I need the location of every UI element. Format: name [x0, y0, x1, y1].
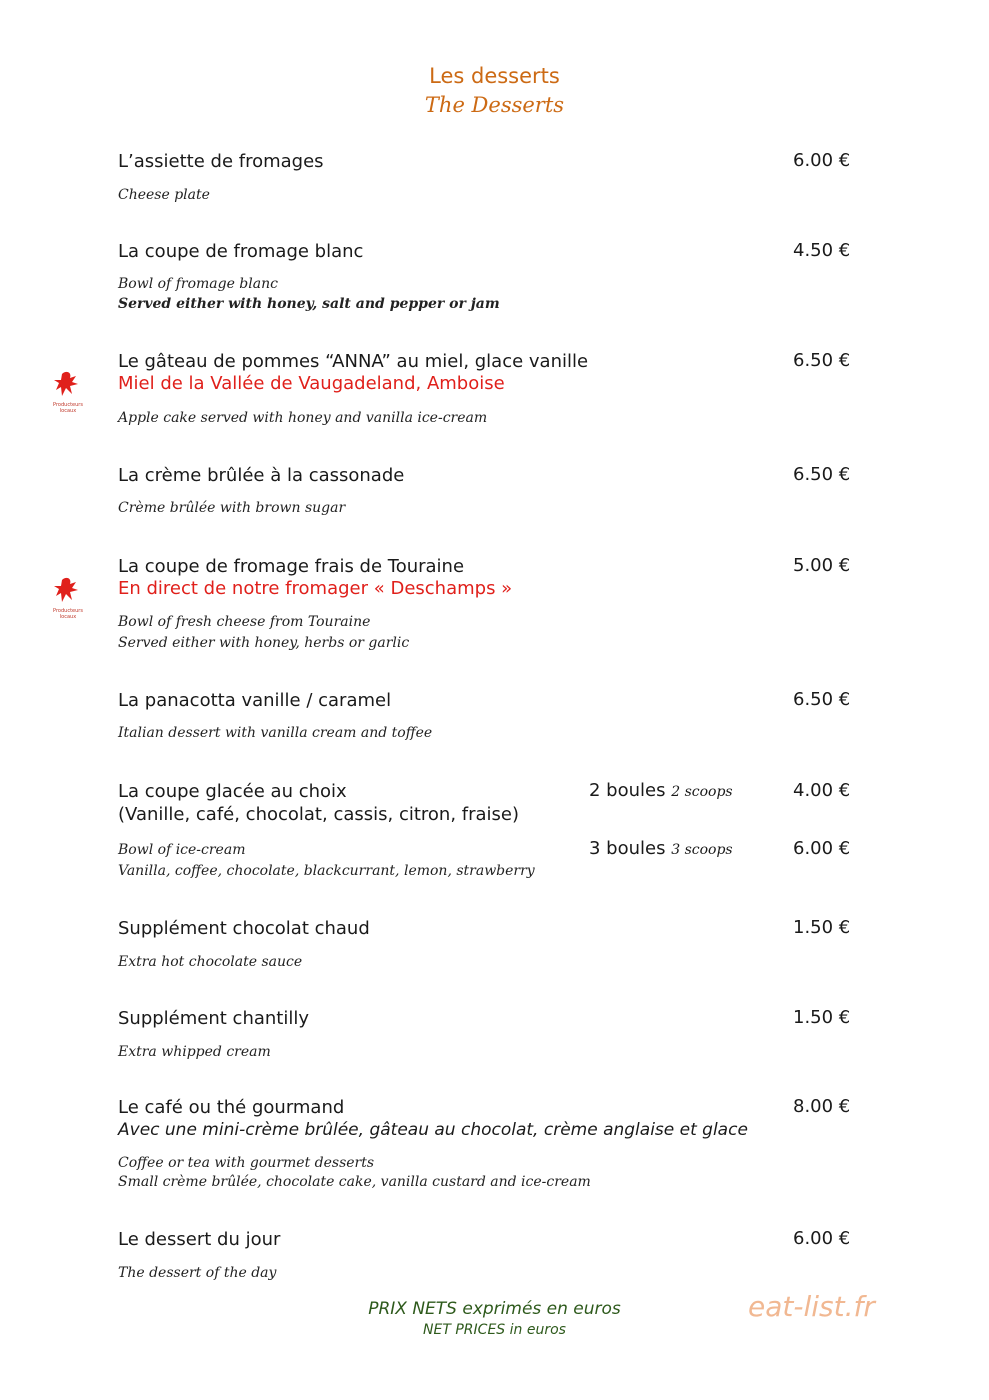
local-producer-icon [48, 370, 88, 400]
item-price: 6.00 € [793, 1228, 851, 1249]
footer-net-prices-fr: PRIX NETS exprimés en euros [368, 1299, 621, 1319]
footer-net-prices-en: NET PRICES in euros [423, 1322, 566, 1338]
item-price: 5.00 € [793, 555, 851, 576]
item-description: The dessert of the day [118, 1265, 277, 1281]
item-name: Supplément chocolat chaud [118, 918, 370, 939]
option-label: 2 boules [589, 780, 666, 801]
local-producer-logo [48, 576, 88, 620]
item-price: 6.50 € [793, 350, 851, 371]
item-price: 1.50 € [793, 917, 851, 938]
item-description: Bowl of ice-cream [118, 842, 246, 858]
local-producer-caption: Producteurs locaux [53, 402, 83, 414]
item-description: Vanilla, coffee, chocolate, blackcurrant, lemon, strawberry [118, 863, 535, 879]
item-name: La coupe glacée au choix [118, 781, 347, 802]
item-name: Le gâteau de pommes “ANNA” au miel, glace vanille [118, 351, 589, 372]
item-description: Crème brûlée with brown sugar [118, 500, 346, 516]
item-subtitle: Avec une mini-crème brûlée, gâteau au chocolat, crème anglaise et glace [118, 1120, 748, 1140]
item-name: La coupe de fromage frais de Touraine [118, 556, 465, 577]
option-label: 3 boules [589, 838, 666, 859]
item-name: L’assiette de fromages [118, 151, 324, 172]
item-name: Le café ou thé gourmand [118, 1097, 345, 1118]
item-price: 1.50 € [793, 1007, 851, 1028]
item-name: Supplément chantilly [118, 1008, 310, 1029]
item-description: Apple cake served with honey and vanilla ice-cream [118, 410, 488, 426]
item-name: Le dessert du jour [118, 1229, 281, 1250]
page-subtitle: The Desserts [424, 93, 565, 117]
item-price: 6.00 € [793, 150, 851, 171]
page-title: Les desserts [429, 64, 560, 88]
watermark: eat-list.fr [748, 1290, 875, 1323]
local-producer-icon [48, 576, 88, 606]
item-description: Italian dessert with vanilla cream and toffee [118, 725, 433, 741]
option-three-scoops [589, 838, 733, 859]
option-label-en: 2 scoops [671, 784, 733, 800]
option-price: 6.00 € [793, 838, 851, 859]
option-price: 4.00 € [793, 780, 851, 801]
item-name: La coupe de fromage blanc [118, 241, 364, 262]
item-price: 4.50 € [793, 240, 851, 261]
item-description: Extra hot chocolate sauce [118, 954, 303, 970]
item-origin-note: En direct de notre fromager « Deschamps » [118, 578, 513, 599]
item-description: Extra whipped cream [118, 1044, 271, 1060]
item-origin-note: Miel de la Vallée de Vaugadeland, Amboise [118, 373, 505, 394]
option-label-en: 3 scoops [671, 842, 733, 858]
item-description: Small crème brûlée, chocolate cake, vanilla custard and ice-cream [118, 1174, 591, 1190]
item-flavours: (Vanille, café, chocolat, cassis, citron, fraise) [118, 804, 520, 825]
local-producer-caption: Producteurs locaux [53, 608, 83, 620]
item-price: 8.00 € [793, 1096, 851, 1117]
item-description: Bowl of fromage blanc [118, 276, 278, 292]
item-description: Served either with honey, herbs or garlic [118, 635, 410, 651]
item-description: Coffee or tea with gourmet desserts [118, 1155, 375, 1171]
item-price: 6.50 € [793, 689, 851, 710]
item-description: Bowl of fresh cheese from Touraine [118, 614, 371, 630]
item-description: Cheese plate [118, 187, 210, 203]
item-name: La panacotta vanille / caramel [118, 690, 392, 711]
item-name: La crème brûlée à la cassonade [118, 465, 405, 486]
option-two-scoops [589, 780, 733, 801]
local-producer-logo [48, 370, 88, 414]
item-price: 6.50 € [793, 464, 851, 485]
item-description: Served either with honey, salt and pepper or jam [118, 296, 500, 312]
